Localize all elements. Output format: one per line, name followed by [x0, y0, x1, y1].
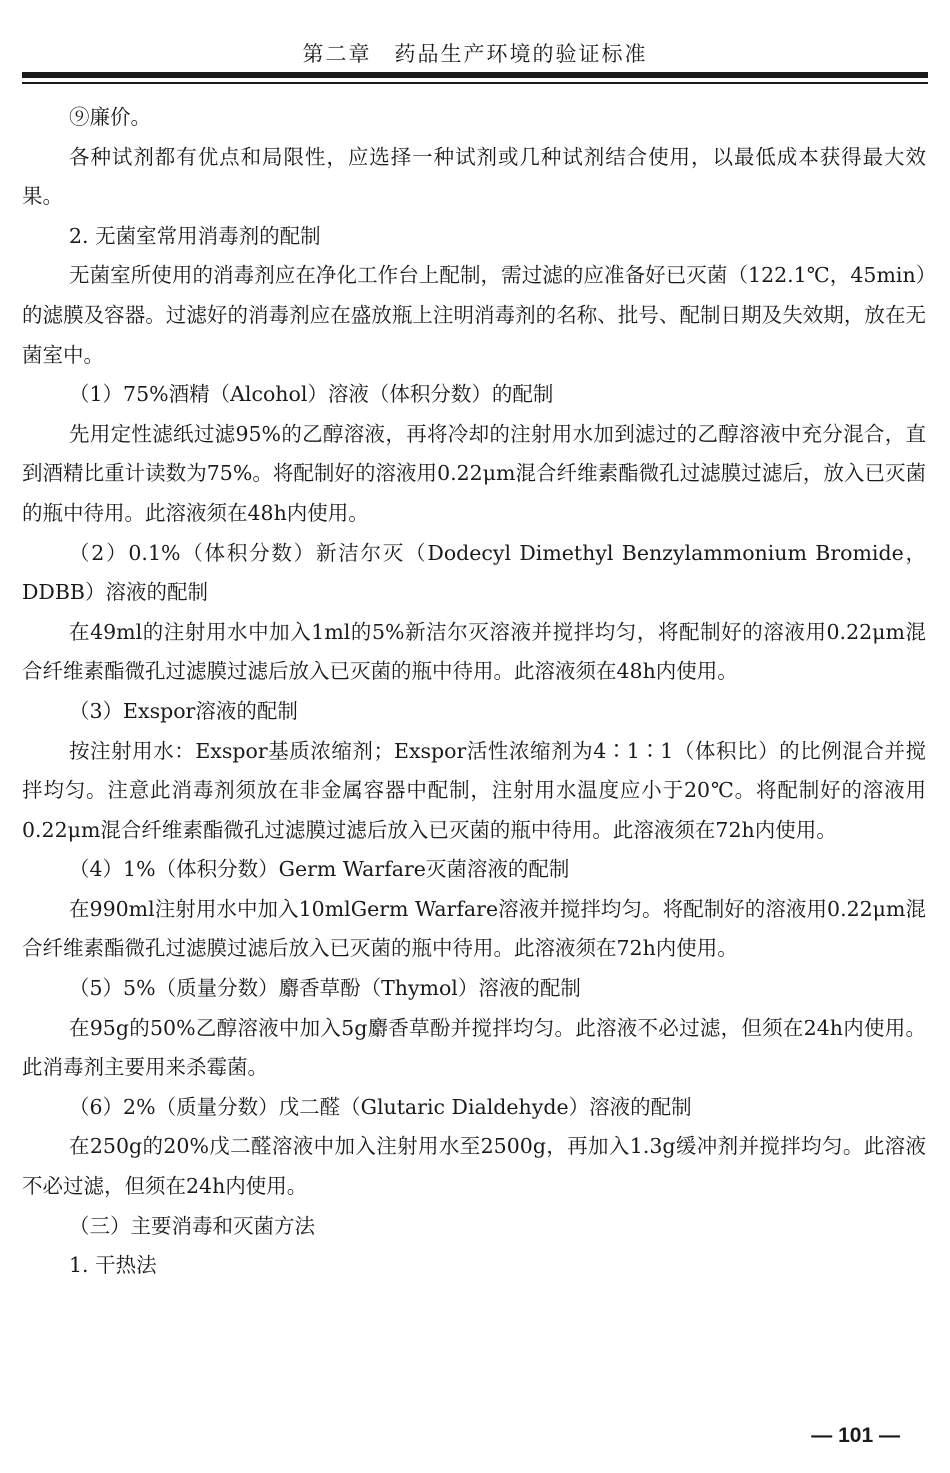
- paragraph: 按注射用水：Exspor基质浓缩剂；Exspor活性浓缩剂为4∶1∶1（体积比）的比例混合并搅拌均匀。注意此消毒剂须放在非金属容器中配制，注射用水温度应小于20℃。将配制好的溶液用0.22μm混合纤维素酯微孔过滤膜过滤后放入已灭菌的瓶中待用。此溶液须在72h内使用。: [22, 738, 926, 842]
- paragraph: 各种试剂都有优点和局限性，应选择一种试剂或几种试剂结合使用，以最低成本获得最大效果。: [22, 144, 926, 209]
- paragraph: 无菌室所使用的消毒剂应在净化工作台上配制，需过滤的应准备好已灭菌（122.1℃，45min）的滤膜及容器。过滤好的消毒剂应在盛放瓶上注明消毒剂的名称、批号、配制日期及失效期，放在无菌室中。: [22, 263, 926, 367]
- paragraph: 在250g的20%戊二醛溶液中加入注射用水至2500g，再加入1.3g缓冲剂并搅拌均匀。此溶液不必过滤，但须在24h内使用。: [22, 1134, 926, 1199]
- section-heading: （三）主要消毒和灭菌方法: [69, 1213, 315, 1238]
- subsection-heading: （3）Exspor溶液的配制: [69, 698, 298, 723]
- paragraph: 在95g的50%乙醇溶液中加入5g麝香草酚并搅拌均匀。此溶液不必过滤，但须在24h内使用。此消毒剂主要用来杀霉菌。: [22, 1015, 926, 1080]
- subsection-heading: （1）75%酒精（Alcohol）溶液（体积分数）的配制: [69, 382, 554, 407]
- subsection-heading: （6）2%（质量分数）戊二醛（Glutaric Dialdehyde）溶液的配制: [69, 1094, 692, 1119]
- section-heading: 1. 干热法: [69, 1253, 157, 1278]
- paragraph: 在49ml的注射用水中加入1ml的5%新洁尔灭溶液并搅拌均匀，将配制好的溶液用0.22μm混合纤维素酯微孔过滤膜过滤后放入已灭菌的瓶中待用。此溶液须在48h内使用。: [22, 619, 926, 684]
- body-text: [22, 98, 926, 1286]
- list-item-cheap: ⑨廉价。: [69, 105, 151, 129]
- page-number: — 101 —: [811, 1424, 900, 1447]
- subsection-heading: （2）0.1%（体积分数）新洁尔灭（Dodecyl Dimethyl Benzylammonium Bromide，DDBB）溶液的配制: [22, 540, 926, 605]
- running-header: 第二章 药品生产环境的验证标准: [302, 42, 648, 66]
- subsection-heading: （5）5%（质量分数）麝香草酚（Thymol）溶液的配制: [69, 976, 581, 1001]
- paragraph: 在990ml注射用水中加入10mlGerm Warfare溶液并搅拌均匀。将配制好的溶液用0.22μm混合纤维素酯微孔过滤膜过滤后放入已灭菌的瓶中待用。此溶液须在72h内使用。: [22, 896, 926, 961]
- paragraph: 先用定性滤纸过滤95%的乙醇溶液，再将冷却的注射用水加到滤过的乙醇溶液中充分混合，直到酒精比重计读数为75%。将配制好的溶液用0.22μm混合纤维素酯微孔过滤膜过滤后，放入已灭菌的瓶中待用。此溶液须在48h内使用。: [22, 421, 926, 525]
- subsection-heading: （4）1%（体积分数）Germ Warfare灭菌溶液的配制: [69, 857, 570, 882]
- section-heading: 2. 无菌室常用消毒剂的配制: [69, 223, 321, 248]
- header-rule-thin: [22, 82, 928, 84]
- header-rule-thick: [22, 72, 928, 78]
